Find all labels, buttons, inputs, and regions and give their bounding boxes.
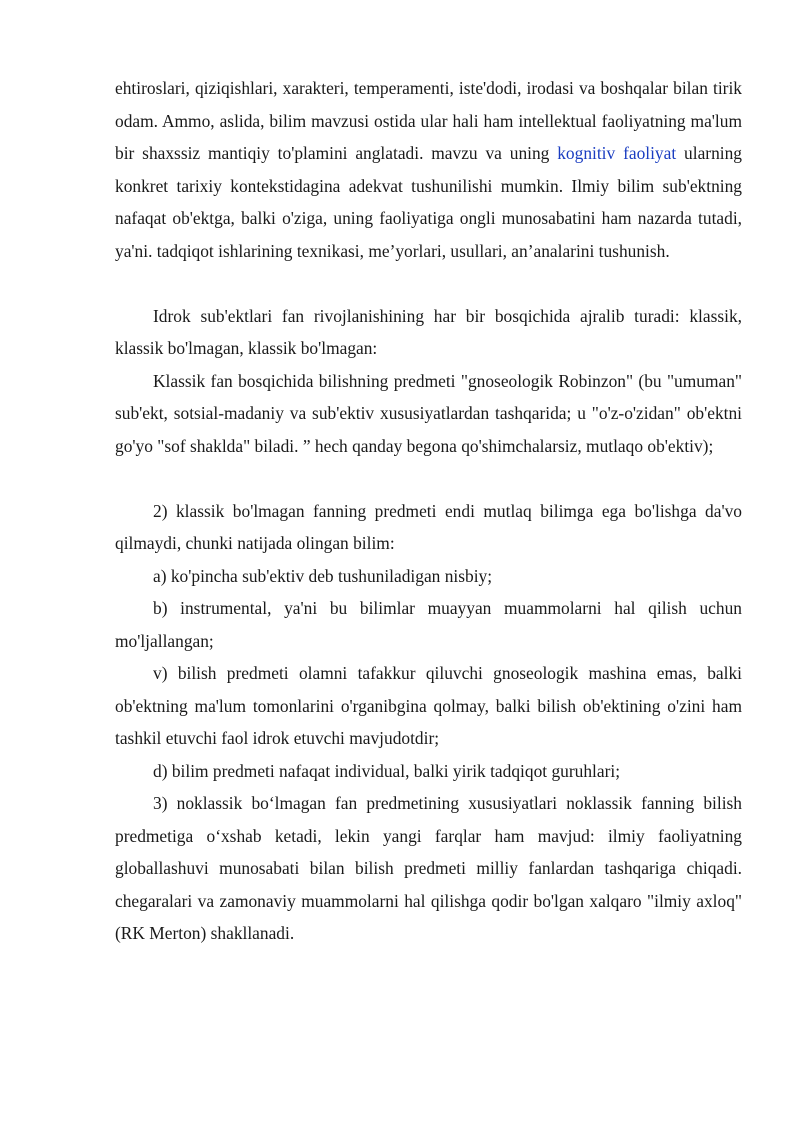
paragraph-spacer	[115, 462, 742, 495]
list-item-b: b) instrumental, ya'ni bu bilimlar muayyan muammolarni hal qilish uchun mo'ljallangan;	[115, 598, 742, 651]
paragraph-1-text-start: ehtiroslari, qiziqishlari, xarakteri, temperamenti, iste'dodi, irodasi va boshqalar bilan tirik odam. Ammo, aslida, bilim mavzusi ostida ular hali ham intellektual faoliyatning ma'lum bir shaxssiz mantiqiy to'plamini anglatadi. mavzu va uning	[115, 78, 742, 163]
paragraph-4: 2) klassik bo'lmagan fanning predmeti endi mutlaq bilimga ega bo'lishga da'vo qilmaydi, chunki natijada olingan bilim:	[115, 500, 742, 553]
kognitiv-faoliyat-link[interactable]: kognitiv faoliyat	[557, 143, 677, 163]
paragraph-9: 3) noklassik bo‘lmagan fan predmetining xususiyatlari noklassik fanning bilish predmetiga o‘xshab ketadi, lekin yangi farqlar ham mavjud: ilmiy faoliyatning globallashuvi munosabati bilan bilish predmeti milliy fanlardan tashqariga chiqadi. chegaralari va zamonaviy muammolarni hal qilishga qodir bo'lgan xalqaro "ilmiy axloq" (RK Merton) shakllanadi.	[115, 793, 742, 943]
paragraph-spacer	[115, 267, 742, 300]
paragraph-1-text-end: ularning konkret tarixiy kontekstidagina adekvat tushunilishi mumkin. Ilmiy bilim sub'ektning nafaqat ob'ektga, balki o'ziga, uning faoliyatiga ongli munosabatini ham nazarda tutadi, ya'ni. tadqiqot ishlarining texnikasi, me’yorlari, usullari, an’analarini tushunish.	[115, 143, 742, 261]
list-item-d: d) bilim predmeti nafaqat individual, balki yirik tadqiqot guruhlari;	[153, 760, 621, 781]
paragraph-2: Idrok sub'ektlari fan rivojlanishining har bir bosqichida ajralib turadi: klassik, klassik bo'lmagan, klassik bo'lmagan:	[115, 305, 742, 358]
list-item-v: v) bilish predmeti olamni tafakkur qiluvchi gnoseologik mashina emas, balki ob'ektning ma'lum tomonlarini o'rganibgina qolmay, balki bilish ob'ektining o'zini ham tashkil etuvchi faol idrok etuvchi mavjudotdir;	[115, 663, 742, 748]
paragraph-3: Klassik fan bosqichida bilishning predmeti "gnoseologik Robinzon" (bu "umuman" sub'ekt, sotsial-madaniy va sub'ektiv xususiyatlardan tashqarida; u "o'z-o'zidan" ob'ektni go'yo "sof shaklda" biladi. ” hech qanday begona qo'shimchalarsiz, mutlaqo ob'ektiv);	[115, 370, 742, 456]
paragraph-1	[115, 72, 742, 267]
document-page	[115, 72, 742, 950]
list-item-a: a) ko'pincha sub'ektiv deb tushuniladigan nisbiy;	[153, 565, 493, 586]
